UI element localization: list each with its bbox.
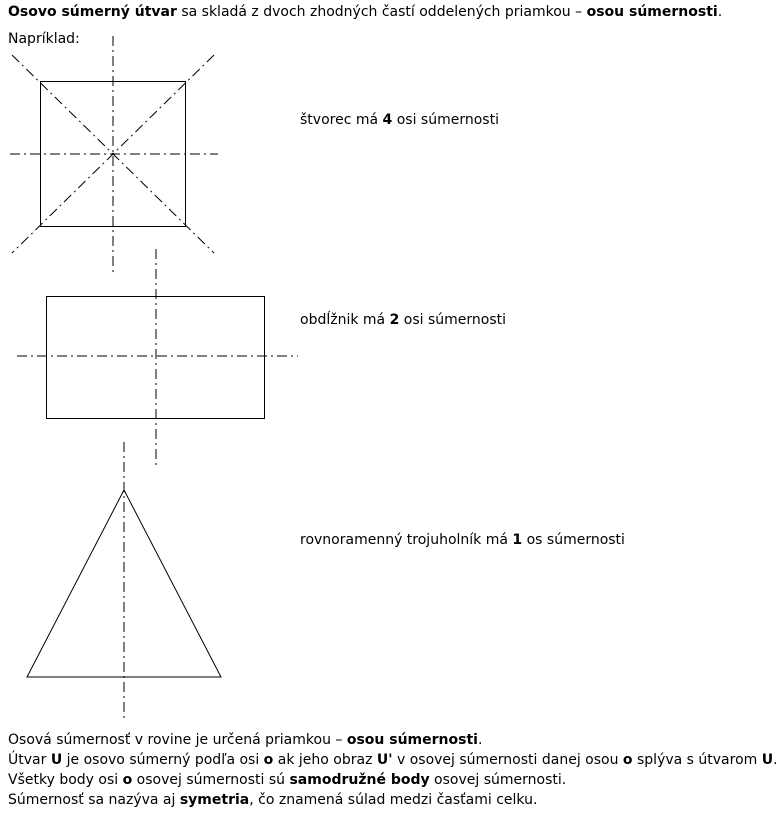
intro-term: Osovo súmerný útvar xyxy=(8,4,177,20)
note-2-p4: v osovej súmernosti danej osou xyxy=(392,752,623,768)
note-2-p3: ak jeho obraz xyxy=(273,752,377,768)
note-2-b1: U xyxy=(50,752,63,768)
note-2-p2: je osovo súmerný podľa osi xyxy=(62,752,264,768)
note-1-post: . xyxy=(477,732,483,748)
note-2-b2: o xyxy=(263,752,274,768)
square-label xyxy=(300,111,499,129)
rectangle-label-pre: obdĺžnik má xyxy=(300,312,390,328)
note-2-p6: . xyxy=(773,752,778,768)
note-4-p1: Súmernosť sa nazýva aj xyxy=(8,792,180,808)
square-label-post: osi súmernosti xyxy=(392,112,499,128)
note-2-b4: o xyxy=(622,752,633,768)
note-2-p1: Útvar xyxy=(8,752,51,768)
note-3-b1: o xyxy=(122,772,133,788)
rectangle-axis-count: 2 xyxy=(389,312,400,328)
triangle-label xyxy=(300,531,625,549)
intro-body: sa skladá z dvoch zhodných častí oddelených priamkou – xyxy=(176,4,587,20)
rectangle-label-post: osi súmernosti xyxy=(399,312,507,328)
intro-end: . xyxy=(717,4,723,20)
note-1-bold: osou súmernosti xyxy=(346,732,478,748)
note-line-3 xyxy=(8,771,566,789)
intro-axis-term: osou súmernosti xyxy=(586,4,718,20)
note-line-4 xyxy=(8,791,537,809)
example-label: Napríklad: xyxy=(8,31,80,47)
note-1-pre: Osová súmernosť v rovine je určená priamkou – xyxy=(8,732,347,748)
note-3-b2: samodružné body xyxy=(289,772,430,788)
triangle-label-pre: rovnoramenný trojuholník má xyxy=(300,532,513,548)
note-4-p2: , čo znamená súlad medzi časťami celku. xyxy=(249,792,538,808)
triangle-label-post: os súmernosti xyxy=(522,532,625,548)
note-3-p3: osovej súmernosti. xyxy=(429,772,567,788)
note-4-b1: symetria xyxy=(179,792,250,808)
note-2-b3: U' xyxy=(376,752,393,768)
note-2-b5: U xyxy=(761,752,774,768)
note-2-p5: splýva s útvarom xyxy=(632,752,762,768)
square-label-pre: štvorec má xyxy=(300,112,383,128)
note-line-1 xyxy=(8,731,482,749)
square-axis-count: 4 xyxy=(382,112,393,128)
rectangle-label xyxy=(300,311,506,329)
note-line-2 xyxy=(8,751,778,769)
note-3-p1: Všetky body osi xyxy=(8,772,123,788)
triangle-axis-count: 1 xyxy=(512,532,523,548)
note-3-p2: osovej súmernosti sú xyxy=(132,772,290,788)
